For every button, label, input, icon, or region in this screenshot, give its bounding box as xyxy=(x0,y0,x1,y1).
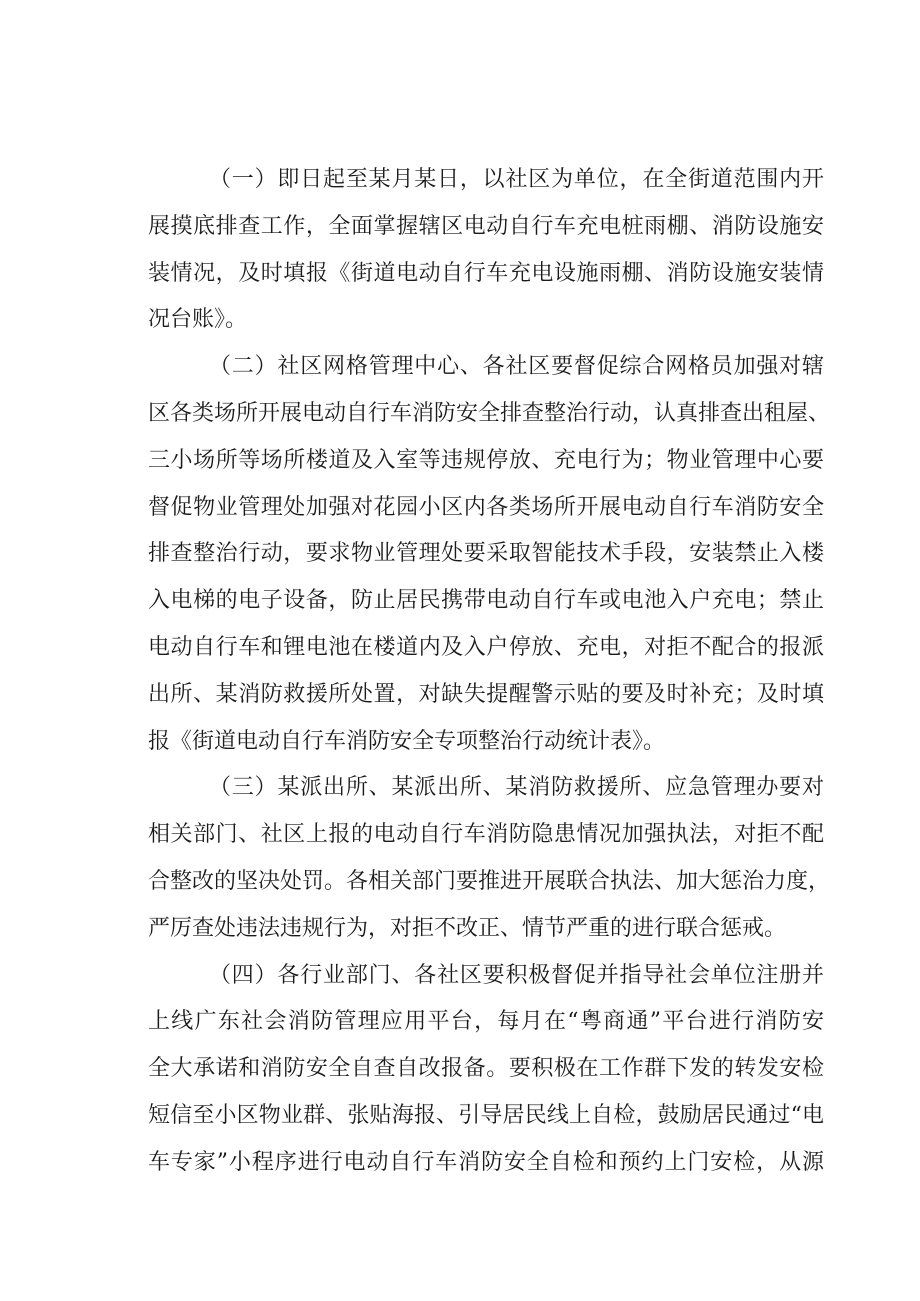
text-line: （二）社区网格管理中心、各社区要督促综合网格员加强对辖 xyxy=(209,354,824,380)
paragraph-1 xyxy=(148,157,824,344)
text-line: 相关部门、社区上报的电动自行车消防隐患情况加强执法，对拒不配 xyxy=(148,822,824,848)
text-line: 出所、某消防救援所处置，对缺失提醒警示贴的要及时补充；及时填 xyxy=(148,681,824,707)
text-line: 严厉查处违法违规行为，对拒不改正、情节严重的进行联合惩戒。 xyxy=(148,915,787,941)
paragraph-3 xyxy=(148,765,831,952)
text-line: （四）各行业部门、各社区要积极督促并指导社会单位注册并 xyxy=(209,962,824,988)
document-body xyxy=(148,157,831,1187)
text-line: 排查整治行动，要求物业管理处要采取智能技术手段，安装禁止入楼 xyxy=(148,541,824,567)
paragraph-4 xyxy=(148,953,824,1187)
text-line: 督促物业管理处加强对花园小区内各类场所开展电动自行车消防安全 xyxy=(148,494,824,520)
text-line: 区各类场所开展电动自行车消防安全排查整治行动，认真排查出租屋、 xyxy=(148,400,831,426)
text-line: 三小场所等场所楼道及入室等违规停放、充电行为；物业管理中心要 xyxy=(148,447,824,473)
text-line: 合整改的坚决处罚。各相关部门要推进开展联合执法、加大惩治力度， xyxy=(148,868,831,894)
text-line: 短信至小区物业群、张贴海报、引导居民线上自检，鼓励居民通过“电 xyxy=(148,1102,824,1128)
text-line: （三）某派出所、某派出所、某消防救援所、应急管理办要对 xyxy=(209,775,824,801)
text-line: 车专家”小程序进行电动自行车消防安全自检和预约上门安检，从源 xyxy=(148,1149,824,1175)
text-line: 上线广东社会消防管理应用平台，每月在“粤商通”平台进行消防安 xyxy=(148,1009,824,1035)
paragraph-2 xyxy=(148,344,831,765)
text-line: 入电梯的电子设备，防止居民携带电动自行车或电池入户充电；禁止 xyxy=(148,588,824,614)
text-line: 装情况，及时填报《街道电动自行车充电设施雨棚、消防设施安装情 xyxy=(148,260,824,286)
text-line: 报《街道电动自行车消防安全专项整治行动统计表》。 xyxy=(148,728,666,754)
text-line: 电动自行车和锂电池在楼道内及入户停放、充电，对拒不配合的报派 xyxy=(148,634,824,660)
text-line: 展摸底排查工作，全面掌握辖区电动自行车充电桩雨棚、消防设施安 xyxy=(148,213,824,239)
text-line: （一）即日起至某月某日，以社区为单位，在全街道范围内开 xyxy=(209,167,824,192)
text-line: 况台账》。 xyxy=(148,307,248,333)
text-line: 全大承诺和消防安全自查自改报备。要积极在工作群下发的转发安检 xyxy=(148,1056,824,1082)
